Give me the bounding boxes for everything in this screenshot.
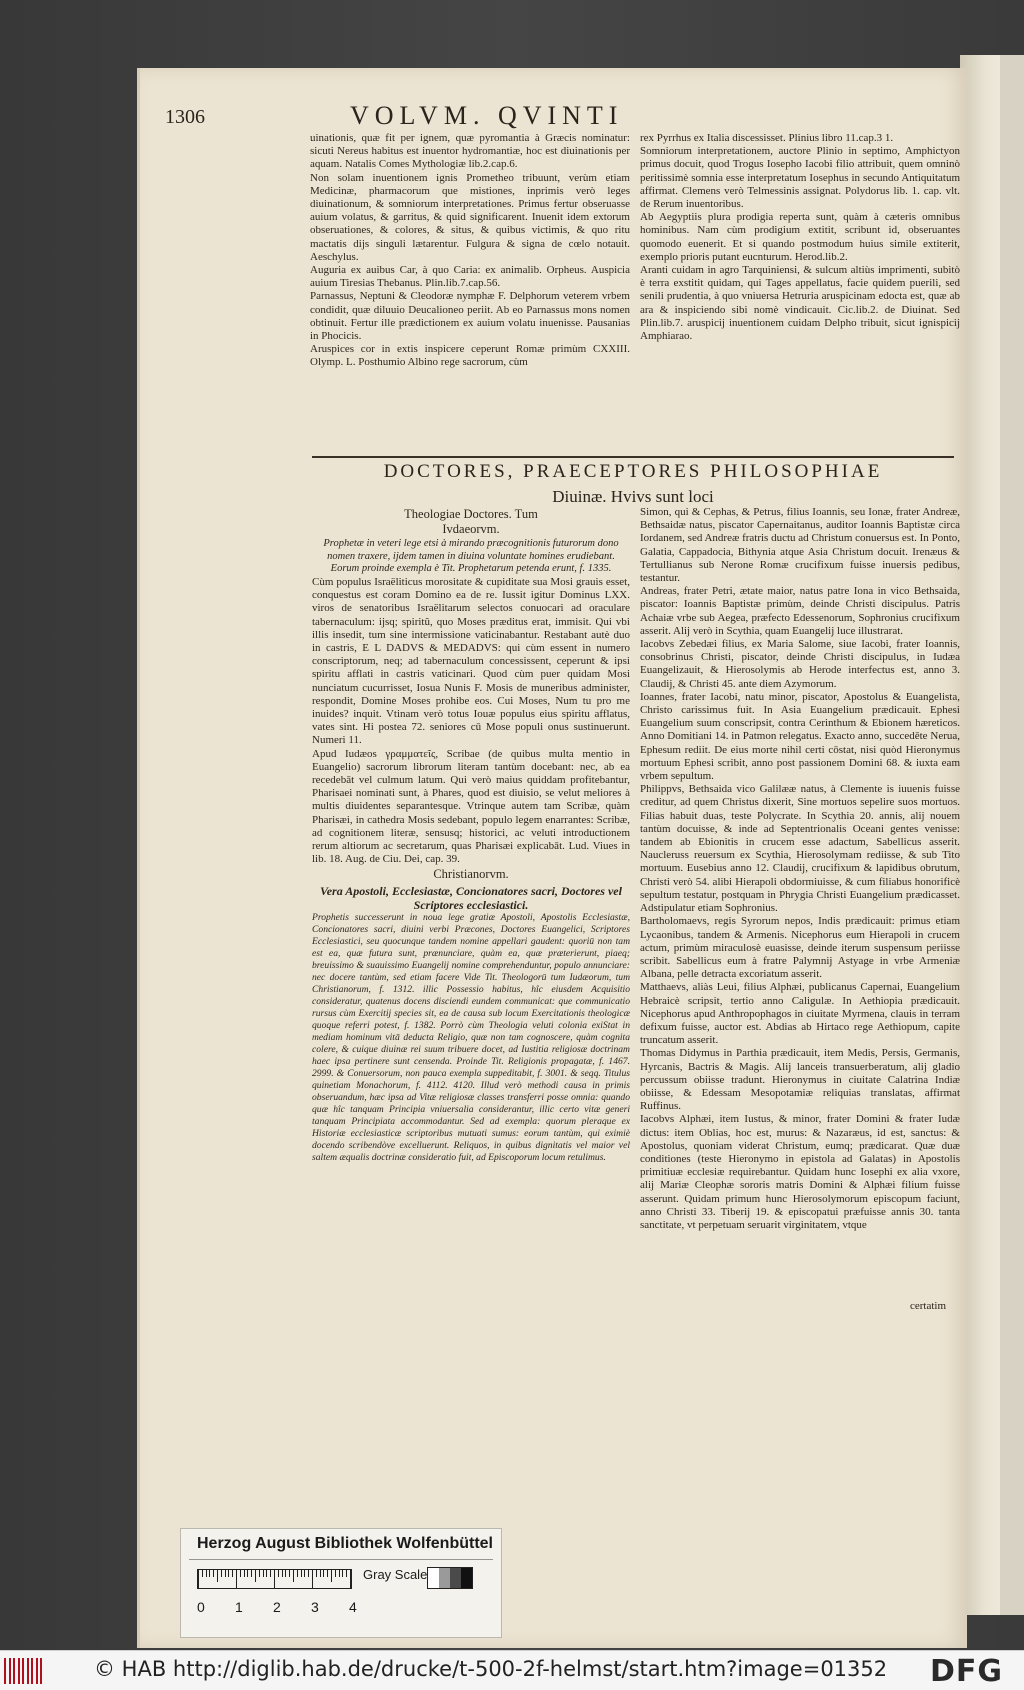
ruler-tick xyxy=(331,1570,332,1582)
library-name: Herzog August Bibliothek Wolfenbüttel xyxy=(197,1535,493,1552)
ruler-tick xyxy=(198,1570,199,1588)
ruler-number: 0 xyxy=(197,1599,205,1615)
ruler-tick xyxy=(206,1570,207,1577)
gray-scale-bar xyxy=(427,1567,473,1589)
paragraph: Non solam inuentionem ignis Prometheo tribuunt, verùm etiam Medicinæ, pharmacorum que mistiones, inprimis verò leges diuinationum, & somniorum interpretationes. Primus fertur obseruasse auium volatus, & garritus, & quid significarent. Inuenit idem extorum obseruationes, & colores, & situs, & quibus victimis, & quo ritu mactatis dijs singuli lætarentur. Fulgura & signa de cœlo notauit. Aeschylus. xyxy=(310,171,630,263)
ruler-number: 4 xyxy=(349,1599,357,1615)
ruler-tick xyxy=(255,1570,256,1582)
paragraph: Simon, qui & Cephas, & Petrus, filius Ioannis, seu Ionæ, frater Andreæ, Bethsaidæ natus, piscator Capernaitanus, auditor Ioannis Baptistæ circa Iordanem, sed Andreæ fratris ductu ad Christum conuersus est. In Ponto, Galatia, Cappadocia, Bithynia atque Asia Christum docuit. Irenæus & Tertullianus sub Nerone Romæ crucifixum fuisse inuersis pedibus, testantur. xyxy=(640,506,960,585)
running-head: VOLVM. QVINTI xyxy=(350,101,624,130)
ruler-tick xyxy=(320,1570,321,1577)
ruler-tick xyxy=(266,1570,267,1577)
ruler-tick xyxy=(293,1570,294,1582)
bottom-left-column xyxy=(312,506,630,1306)
gray-scale-label: Gray Scale xyxy=(363,1567,428,1582)
barcode-stripe xyxy=(4,1658,6,1684)
top-left-column xyxy=(310,132,630,457)
library-scale-card xyxy=(180,1528,502,1638)
gray-swatch xyxy=(450,1568,461,1588)
footer-bar xyxy=(0,1650,1024,1690)
paragraph: Thomas Didymus in Parthia prædicauit, item Medis, Persis, Germanis, Hyrcanis, Bactris & Magis. Alij lanceis transuerberatum, alij gladio percussum obiisse tradunt. Hieronymus in ciuitate Calatrina Indiæ obiisse, & Edessam Mesopotamiæ reliquias translatas, affirmat Ruffinus. xyxy=(640,1047,960,1113)
footer-copyright-link[interactable]: © HAB http://diglib.hab.de/drucke/t-500-2f-helmst/start.htm?image=01352 xyxy=(94,1657,888,1681)
ruler-tick xyxy=(274,1570,275,1588)
note-apostoli: Prophetis successerunt in noua lege gratiæ Apostoli, Apostolis Ecclesiastæ, Concionatores sacri, diuini verbi Præcones, Doctores Euangelici, Scriptores Ecclesiastici, seu quocunque tandem nomine appellari gaudent: quoriū non tam est ea, quæ futura sunt, prænunciare, quàm ea, quæ præterierunt, piaeq; breuissimo & suauissimo Euangelij nomine comprehenduntur, populo annunciare: nec docere tantùm, sed etiam facere Vide Tit. Theologorū tum Iudæorum, tum Christianorum, f. 1312. illic Possessio habitus, hîc eiusdem Acquisitio consideratur, quatenus docens disciendi eundem communicat: que communicatio rursus cùm Exercitij species sit, ea de causa sub locum Exercitationis theologicæ quoque referri potest, f. 1382. Porrò cùm Theologia veluti colonia exiStat in mediam hominum vitā deducta Religio, quæ non tam cognoscere, quàm cognita colere, & cuique diuinæ rei suum tribuere docet, ad Iustitia religiosæ doctrinam haec ipsa pertinere sunt censenda. Proinde Tit. Religionis propagatæ, f. 1467. 2999. & Conuersorum, non pauca exempla suppeditabit, f. 3001. & seqq. Titulus quinetiam Monachorum, f. 4112. 4120. Illud verò methodi causa in primis obseruandum, hæc ipsa ad Vitæ religiosæ classes transferri posse omnia: quando quæ hîc tanquam Principia vniuersalia considerantur, illic certo vitæ generi tanquam Principiata accommodantur. Sed ad exempla: quorum pleraque ex Historiæ ecclesiasticæ scriptoribus mutuati sumus: eorum tantùm, qui eximiè docendo scribendòve excelluerunt. Reliquos, in quibus dignitatis vel maior vel saltem æqualis doctrinæ consideratio fuit, ad Episcoporum locum retulimus. xyxy=(312,911,630,1163)
ruler-tick xyxy=(282,1570,283,1577)
dfg-logo: DFG xyxy=(930,1654,1004,1689)
paragraph: Aranti cuidam in agro Tarquiniensi, & sulcum altiùs imprimenti, subitò è terra exstitit quidam, qui Tages appellatus, facie quidem puerili, sed senili prudentia, à quo vniuersa Hetruria aruspicinam edocta est, quæ ab ara & inspiciendo sibi nomè vindicauit. Cic.lib.2. de Diuinat. Sed Plin.lib.7. aruspicij inuentionem cuidam Delpho tribuit, sicut ignispicij Amphiarao. xyxy=(640,264,960,343)
catchword: certatim xyxy=(910,1300,947,1312)
paragraph: Philippvs, Bethsaida vico Galilææ natus, à Clemente is iuuenis fuisse creditur, ad quem Christus dixerit, Sine mortuos sepelire suos mortuos. Filias habuit duas, teste Polycrate. In Scythia 20. annis, alij nouem tantùm docuisse, & inde ad Septentrionalis Oceani gentes venisse: tandem ab Ebionitis in crucem esse adactum, Sabellicus asserit. Naucleruss reuersum ex Scythia, Hierosolymam rediisse, & sub Tito mortuum. Eusebius anno 12. Claudij, crucifixum & lapidibus obrutum, Christi verò 54. alibi Hierapoli obdormiuisse, & cum filiabus honorificè sepultum testatur, postquam in Phrygia Christi Euangelium prædicasset. Adstipulatur etiam Sophronius. xyxy=(640,783,960,915)
heading-theologiae: Theologiae Doctores. Tum xyxy=(404,507,538,521)
ruler-tick xyxy=(202,1570,203,1577)
ruler-tick xyxy=(289,1570,290,1577)
paragraph: Cùm populus Israëliticus morositate & cupiditate sua Mosi grauis esset, conquestus est coram Domino ea de re. Iussit igitur Dominus LXX. viros de senatoribus Israëlitarum selectos conuocari ad oraculare tabernaculum: ijsq; spiritû, quo Moses præditus erat, immisit. Qui vbi illis insedit, tum sine intermissione vaticinabantur. Restabant autè duo in castris, E L DADVS & MEDADVS: qui cùm essent in numero conscriptorum, neq; ad tabernaculum concessissent, ceperunt & ipsi spiritu afflati in castris vaticinari. Quod cùm puer quidam Mosi nunciatum cucurrisset, Iosua Nunis F. Mosis de muneribus administer, respondit, Domine Moses prohibe eos. Cui Moses, Num tu pro me inuides? inquit. Vtinam verò totus Iouæ populus eius spiritu afflatus, vates sint. Hi postea 72. seniores cū Mose populi onus sustinuerunt. Numeri 11. xyxy=(312,575,630,747)
ruler-tick xyxy=(297,1570,298,1577)
page-number: 1306 xyxy=(165,106,205,128)
paragraph: Iacobvs Zebedæi filius, ex Maria Salome, siue Iacobi, frater Ioannis, consobrinus Christi, piscator, deinde Christi discipulus, in Iudæa Euangelizauit, & Hierosolymis ab Herode interfectus est, anno 3. Claudij, & Christi 45. ante diem Azymorum. xyxy=(640,638,960,690)
ruler-number: 1 xyxy=(235,1599,243,1615)
measurement-ruler xyxy=(197,1569,352,1589)
barcode-stripe xyxy=(36,1658,38,1684)
barcode-stripe xyxy=(27,1658,29,1684)
ruler-tick xyxy=(339,1570,340,1577)
ruler-tick xyxy=(335,1570,336,1577)
ruler-tick xyxy=(301,1570,302,1577)
section-title: DOCTORES, PRAECEPTORES PHILOSOPHIAE xyxy=(383,461,883,482)
ruler-tick xyxy=(270,1570,271,1577)
paragraph: Bartholomaevs, regis Syrorum nepos, Indis prædicauit: primus etiam Lycaonibus, tandem & Armenis. Nicephorus eum Hierapoli in crucem actum, primùm miraculosè euasisse, deinde iterum suspensum periisse scribit. Sabellicus eum à fratre Palymnij Astyage in vrbe Armeniæ Albana, pelle detracta excoriatum asserit. xyxy=(640,915,960,981)
ruler-tick xyxy=(278,1570,279,1577)
ruler-tick xyxy=(259,1570,260,1577)
barcode-stripe xyxy=(40,1658,42,1684)
bottom-right-column xyxy=(640,506,960,1316)
paragraph: Ioannes, frater Iacobi, natu minor, piscator, Apostolus & Euangelista, Christo carissimus fuit. In Asia Euangelium prædicauit. Ephesi Euangelium suum conscripsit, contra Cerinthum & Ebionem hæreticos. Anno Domitiani 14. in Patmon relegatus. Exacto anno, succedēte Nerua, Ephesum rediit. De eius morte nihil certi cōstat, nisi quòd Hieronymus mortuum Ephesi scribit, anno post passionem Domini 68. & iuxta eam vrbem sepultum. xyxy=(640,690,960,783)
ruler-tick xyxy=(312,1570,313,1588)
card-divider xyxy=(189,1559,493,1560)
barcode-stripe xyxy=(18,1658,20,1684)
paragraph: Andreas, frater Petri, ætate maior, natus patre Iona in vico Bethsaida, piscator: Ioannis Baptistæ primùm, deinde Christi discipulus. Patris Achaiæ vrbe sub Aegea, præfecto Edessenorum, Sophronius crucifixum asserit. Alij verò in Scythia, quam Euangelij luce illustrarat. xyxy=(640,585,960,637)
ruler-number: 2 xyxy=(273,1599,281,1615)
paragraph: Parnassus, Neptuni & Cleodoræ nymphæ F. Delphorum veterem vrbem condidit, quæ diluuio Deucalioneo periit. Ab eo Parnassus mons nomen obtinuit. Fertur ille prædictionem ex auium volatu inuenisse. Pausanias in Phocicis. xyxy=(310,290,630,343)
ruler-tick xyxy=(244,1570,245,1577)
subtitle-apostoli: Vera Apostoli, Ecclesiastæ, Concionatores sacri, Doctores vel Scriptores ecclesiastici. xyxy=(320,883,622,912)
ruler-tick xyxy=(316,1570,317,1577)
ruler-tick xyxy=(263,1570,264,1577)
ruler-tick xyxy=(213,1570,214,1577)
barcode-stripe xyxy=(9,1658,11,1684)
barcode-stripe xyxy=(31,1658,33,1684)
barcode-stripe xyxy=(13,1658,15,1684)
paragraph: Apud Iudæos γραμματεῖς, Scribae (de quibus multa mentio in Euangelio) sacrorum librorum literam tantùm docebant: nec, ab ea recedebāt vel culmum latum. Qui verò maius quiddam profitebantur, Pharisaei nominati sunt, à Phares, quod est diuisio, se velut meliores à multis diuidentes separantesque. Vtrinque autem tam Scribæ, quàm Pharisæi, in cathedra Mosis sedebant, populo legem enarrantes: Scribæ, ad cognitionem literæ, sensusq; historici, ac veluti introductionem rerum altiorum ac secretarum, quas Pharisæi explicabāt. Lud. Viues in lib. 18. Aug. de Ciu. Dei, cap. 39. xyxy=(312,747,630,866)
ruler-tick xyxy=(327,1570,328,1577)
next-page-margin xyxy=(1000,55,1024,1615)
ruler-tick xyxy=(251,1570,252,1577)
top-right-column xyxy=(640,132,960,462)
ruler-tick xyxy=(304,1570,305,1577)
paragraph: Ab Aegyptiis plura prodigia reperta sunt, quàm à cæteris omnibus hominibus. Nam cùm prodigium extitit, scribunt id, obseruantes quomodo euenerit. Et si quando postmodum huius simile extiterit, exemplo prioris putant eucnturum. Herod.lib.2. xyxy=(640,211,960,263)
note-prophetae: Prophetæ in veteri lege etsi à mirando præcognitionis futurorum dono nomen traxere, ijdem tamen in diuina voluntate homines erudiebant. Eorum proinde exempla è Tit. Prophetarum petenda erunt, f. 1335. xyxy=(323,538,619,575)
gray-swatch xyxy=(439,1568,450,1588)
barcode-icon xyxy=(4,1658,46,1684)
paragraph: Aruspices cor in extis inspicere ceperunt Romæ primùm CXXIII. Olymp. L. Posthumio Albino rege sacrorum, cùm xyxy=(310,343,630,369)
ruler-tick xyxy=(346,1570,347,1577)
section-subtitle: Diuinæ. Hvivs sunt loci xyxy=(552,487,714,506)
ruler-tick xyxy=(209,1570,210,1577)
ruler-tick xyxy=(342,1570,343,1577)
ruler-numbers xyxy=(193,1599,393,1615)
paragraph: Somniorum interpretationem, auctore Plinio in septimo, Amphictyon primus docuit, quod Trogus Iosepho Iacobi filio attribuit, quem omninò peritissimè somnia esse interpretatum Iosephus in secundo Antiquitatum affirmat. Clemens verò Telmessinis assignat. Polydorus lib. 1. cap. vlt. de Rerum inuentoribus. xyxy=(640,145,960,211)
ruler-tick xyxy=(225,1570,226,1577)
heading-christianorum: Christianorvm. xyxy=(433,867,509,882)
paragraph: Iacobvs Alphæi, item Iustus, & minor, frater Domini & frater Iudæ dictus: item Oblias, hoc est, murus: & Nazaræus, id est, sanctus: & Apostolus, quoniam viderat Christum, eumq; prædicarat. Quæ duæ conditiones (teste Hieronymo in epistola ad Galatas) in Apostolis primitiuæ ecclesiæ requirebantur. Quidam hunc Iosephi ex alia vxore, alij Mariæ Cleophæ sororis matris Domini & Alphæi filium fuisse asserunt. Quidam primum hunc Hierosolymorum episcopum faciunt, anno Christi 33. Tiberij 19. & episcopatui præfuisse annis 30. tanta sanctitate, vt perpetuam seruarit virginitatem, vtque xyxy=(640,1113,960,1231)
ruler-tick xyxy=(232,1570,233,1577)
gray-swatch xyxy=(428,1568,439,1588)
paragraph: uinationis, quæ fit per ignem, quæ pyromantia à Græcis nominatur: sicuti Nereus habitus est inuentor hydromantiæ, hoc est diuinationis per aquam. Natalis Comes Mythologiæ lib.2.cap.6. xyxy=(310,132,630,171)
ruler-tick xyxy=(228,1570,229,1577)
gray-swatch xyxy=(461,1568,472,1588)
ruler-tick xyxy=(350,1570,351,1588)
ruler-tick xyxy=(308,1570,309,1577)
ruler-tick xyxy=(217,1570,218,1582)
barcode-stripe xyxy=(22,1658,24,1684)
ruler-tick xyxy=(247,1570,248,1577)
paragraph: rex Pyrrhus ex Italia discessisset. Plinius libro 11.cap.3 1. xyxy=(640,132,894,144)
ruler-tick xyxy=(236,1570,237,1588)
section-rule xyxy=(312,456,954,458)
ruler-tick xyxy=(221,1570,222,1577)
ruler-tick xyxy=(323,1570,324,1577)
ruler-tick xyxy=(285,1570,286,1577)
ruler-tick xyxy=(240,1570,241,1577)
ruler-number: 3 xyxy=(311,1599,319,1615)
paragraph: Auguria ex auibus Car, à quo Caria: ex animalib. Orpheus. Auspicia auium Tiresias Thebanus. Plin.lib.7.cap.56. xyxy=(310,264,630,290)
heading-iudaeorum: Ivdaeorvm. xyxy=(442,522,500,537)
paragraph: Matthaevs, aliàs Leui, filius Alphæi, publicanus Capernai, Euangelium Hebraicè scripsit, tertio anno Caligulæ. In Aethiopia prædicauit. Nicephorus apud Anthropophagos in ciuitate Myrmena, clauis in terram defixum fuisse, auctor est. Abdias ab Hirtaco rege Aethiopum, capite truncatum asserit. xyxy=(640,981,960,1047)
